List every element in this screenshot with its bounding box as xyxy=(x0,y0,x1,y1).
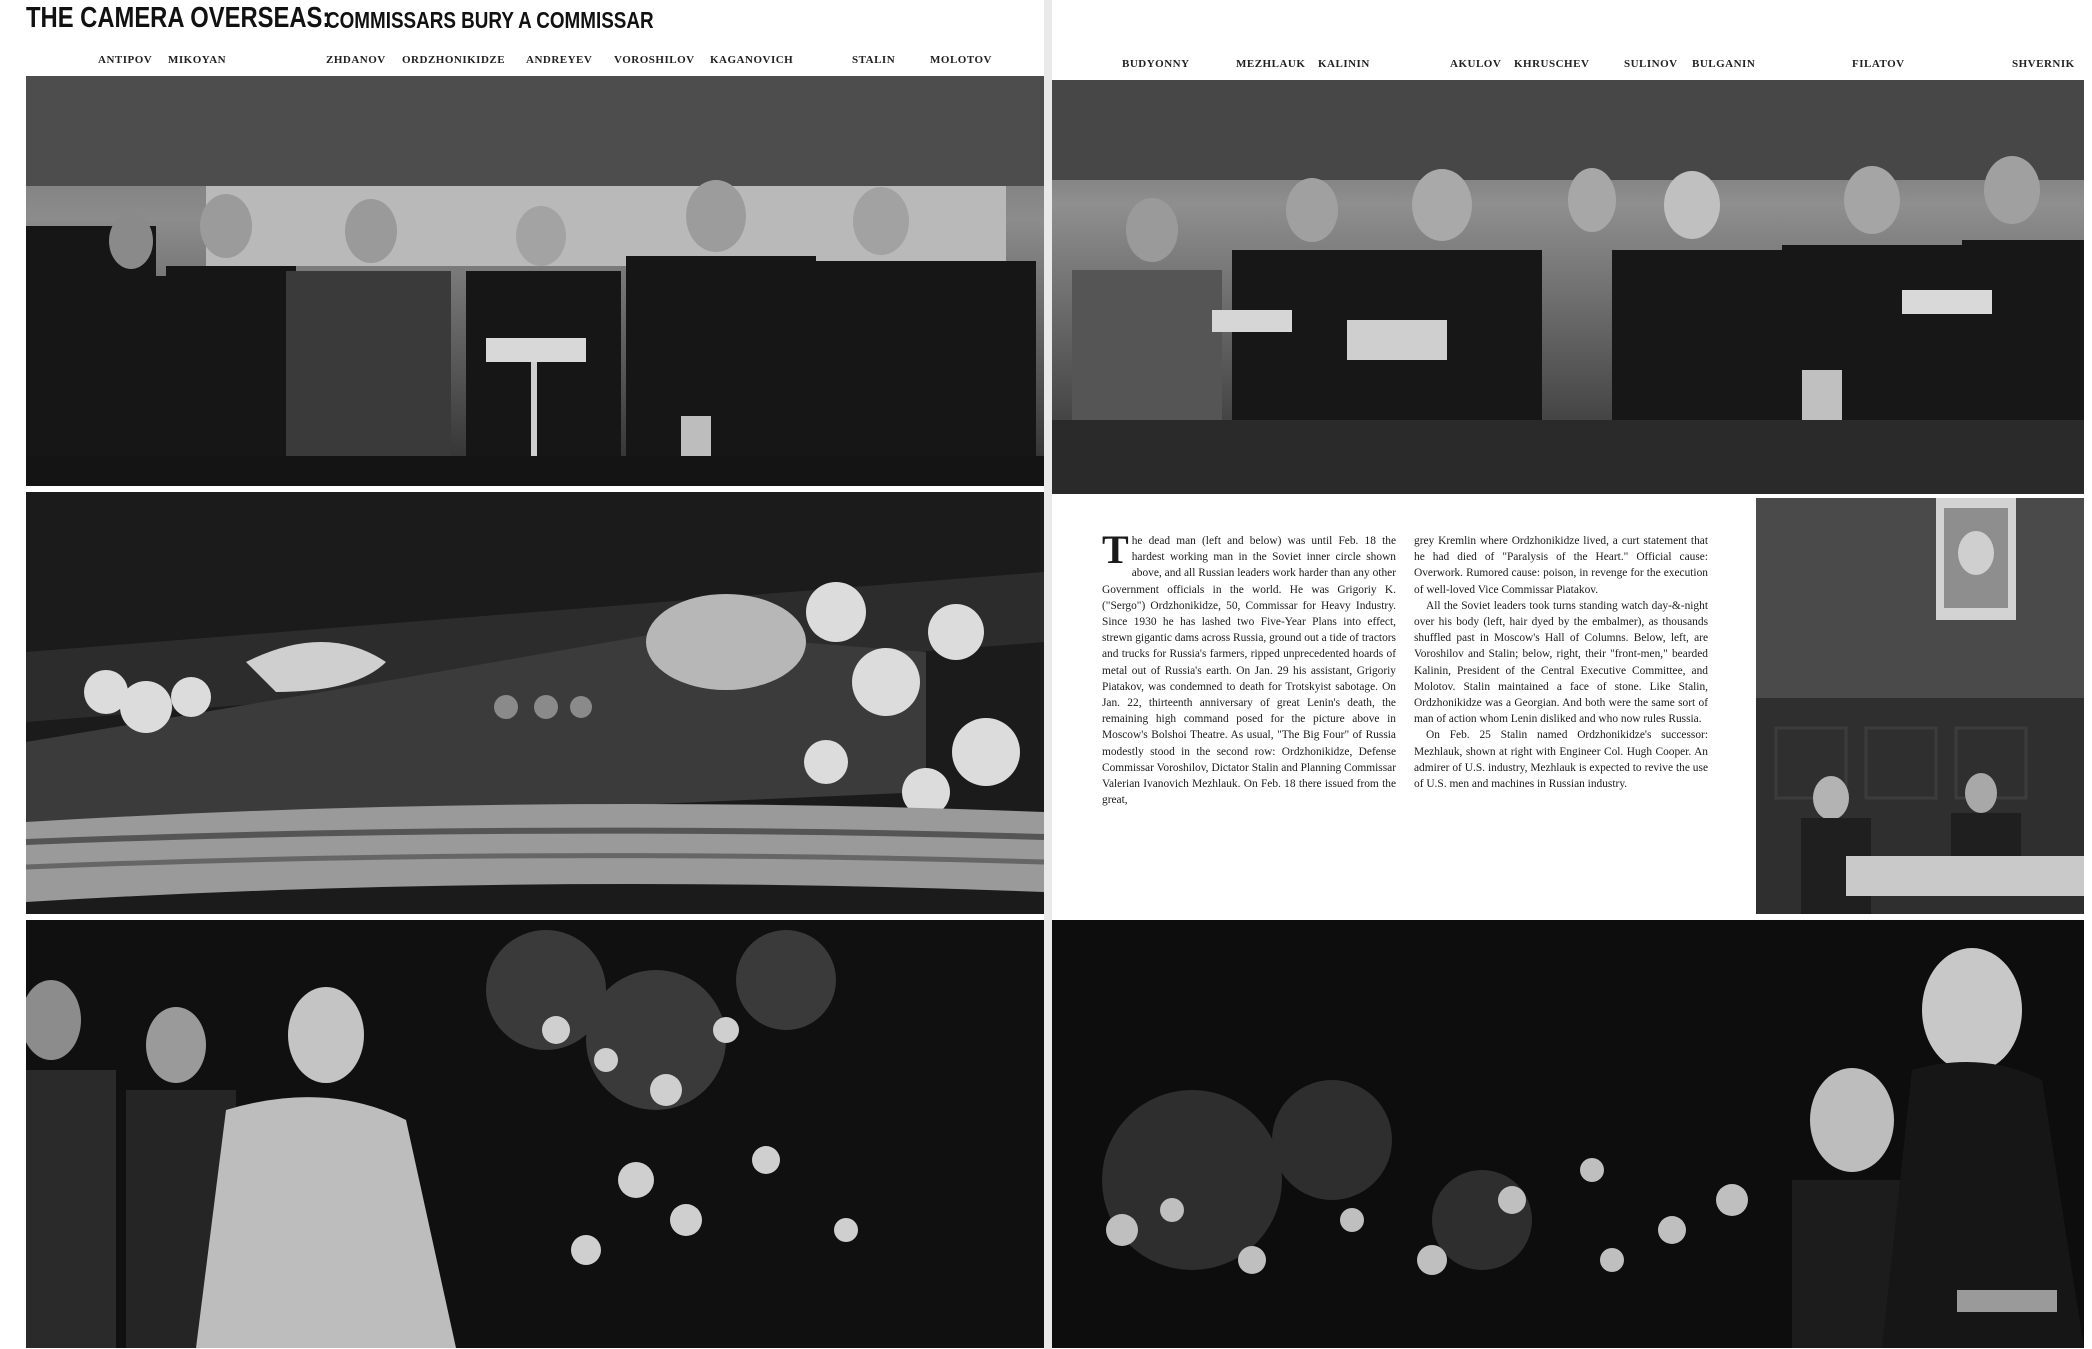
caption-name-molotov: MOLOTOV xyxy=(930,54,992,66)
caption-name-akulov: AKULOV xyxy=(1450,58,1502,70)
caption-name-filatov: FILATOV xyxy=(1852,58,1905,70)
photo-leaders-right-drawing xyxy=(1052,80,2084,494)
photo-kalinin-molotov xyxy=(1052,920,2084,1348)
article-paragraph: On Feb. 25 Stalin named Ordzhonikidze's successor: Mezhlauk, shown at right with Engineer Col. Hugh Cooper. An admirer of U.S. industry, Mezhlauk is expected to revive the use of U.S. men and machines in Russian industry. xyxy=(1414,729,1708,791)
headline-kicker: THE CAMERA OVERSEAS: xyxy=(26,2,331,34)
article-column-2 xyxy=(1414,533,1708,792)
photo-mezhlauk-office xyxy=(1756,498,2084,914)
caption-name-bulganin: BULGANIN xyxy=(1692,58,1756,70)
photo-leaders-right xyxy=(1052,80,2084,494)
article-paragraph-text: he dead man (left and below) was until Feb. 18 the hardest working man in the Soviet inner circle shown above, and all Russian leaders work harder than any other Government officials in the world. He was Grigoriy K. ("Sergo") Ordzhonikidze, 50, Commissar for Heavy Industry. Since 1930 he has lashed two Five-Year Plans into effect, strewn gigantic dams across Russia, ground out a tide of tractors and trucks for Russia's farmers, ripped unprecedented hoards of metal out of Russia's earth. On Jan. 29 his assistant, Grigoriy Piatakov, was condemned to death for Trotskyist sabotage. On Jan. 22, thirteenth anniversary of great Lenin's death, the remaining high command posed for the picture above in Moscow's Bolshoi Theatre. As usual, "The Big Four" of Russia modestly stood in the second row: Ordzhonikidze, Defense Commissar Voroshilov, Dictator Stalin and Planning Commissar Valerian Ivanovich Mezhlauk. On Feb. 18 there issued from the great, xyxy=(1102,535,1396,807)
article-dropcap: T xyxy=(1102,527,1129,572)
article-paragraph: grey Kremlin where Ordzhonikidze lived, a curt statement that he had died of "Paralysis of the Heart." Official cause: Overwork. Rumored cause: poison, in revenge for the execution of well-loved Vice Commissar Piatakov. xyxy=(1414,535,1708,596)
photo-mezhlauk-office-drawing xyxy=(1756,498,2084,914)
caption-name-ordzhonikidze: ORDZHONIKIDZE xyxy=(402,54,506,66)
headline-title: COMMISSARS BURY A COMMISSAR xyxy=(326,7,654,33)
article-paragraph: All the Soviet leaders took turns standing watch day-&-night over his body (left, hair dyed by the embalmer), as thousands shuffled past in Moscow's Hall of Columns. Below, left, are Voroshilov and Stalin; below, right, their "front-men," bearded Kalinin, President of the Central Executive Committee, and Molotov. Stalin maintained a face of stone. Like Stalin, Ordzhonikidze was a Georgian. And both were the same sort of man of action whom Lenin disliked and who now rules Russia. xyxy=(1414,599,1708,726)
photo-lying-in-state xyxy=(26,492,1044,914)
caption-name-kalinin: KALININ xyxy=(1318,58,1370,70)
photo-voroshilov-stalin-drawing xyxy=(26,920,1044,1348)
photo-lying-in-state-drawing xyxy=(26,492,1044,914)
page-gutter xyxy=(1044,0,1052,1349)
headline xyxy=(26,2,654,35)
article-column-1 xyxy=(1102,527,1396,808)
caption-name-budyonny: BUDYONNY xyxy=(1122,58,1190,70)
article-text xyxy=(1102,527,1708,903)
photo-kalinin-molotov-drawing xyxy=(1052,920,2084,1348)
caption-name-mezhlauk: MEZHLAUK xyxy=(1236,58,1306,70)
caption-name-andreyev: ANDREYEV xyxy=(526,54,593,66)
caption-name-mikoyan: MIKOYAN xyxy=(168,54,227,66)
article-paragraph xyxy=(1102,527,1396,808)
photo-voroshilov-stalin xyxy=(26,920,1044,1348)
caption-name-shvernik: SHVERNIK xyxy=(2012,58,2075,70)
caption-name-sulinov: SULINOV xyxy=(1624,58,1678,70)
caption-name-stalin: STALIN xyxy=(852,54,896,66)
caption-name-antipov: ANTIPOV xyxy=(98,54,153,66)
caption-name-zhdanov: ZHDANOV xyxy=(326,54,386,66)
caption-name-voroshilov: VOROSHILOV xyxy=(614,54,695,66)
caption-name-kaganovich: KAGANOVICH xyxy=(710,54,794,66)
photo-leaders-left-drawing xyxy=(26,76,1044,486)
photo-leaders-left xyxy=(26,76,1044,486)
caption-name-khruschev: KHRUSCHEV xyxy=(1514,58,1590,70)
